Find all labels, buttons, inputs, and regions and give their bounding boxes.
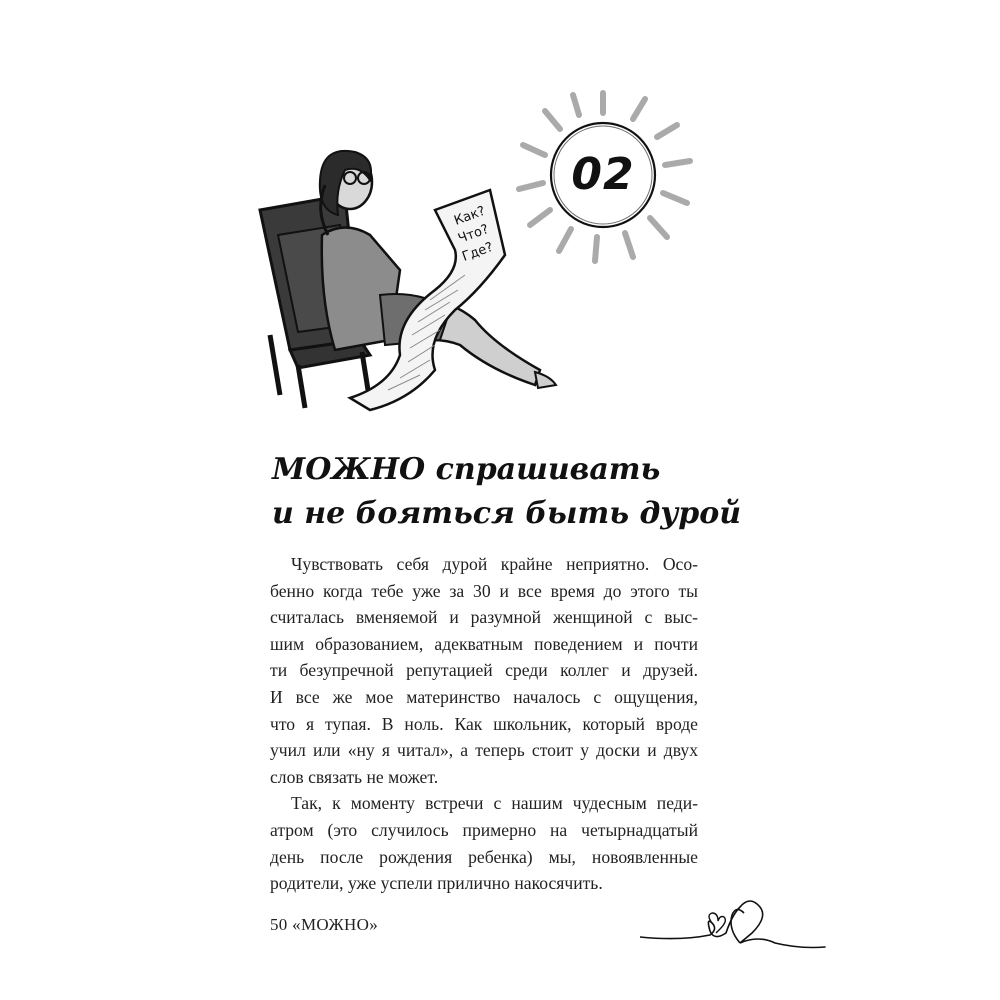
text-line: слов связать не может. bbox=[270, 766, 439, 787]
text-line: Так, к моменту встречи с нашим чудесным педи- bbox=[291, 793, 698, 814]
chapter-number: 02 bbox=[571, 149, 635, 200]
scroll-text-chto: Что? bbox=[456, 221, 491, 247]
text-line: атром (это случилось примерно на четырнадцатый bbox=[270, 819, 698, 840]
text-line: И все же мое материнство началось с ощущения, bbox=[270, 686, 698, 707]
text-line: учил или «ну я читал», а теперь стоит у доски и двух bbox=[270, 740, 698, 761]
paragraph bbox=[270, 790, 698, 896]
text-line: родители, уже успели прилично накосячить. bbox=[270, 873, 603, 894]
text-line: ти безупречной репутацией среди коллег и друзей. bbox=[270, 660, 698, 681]
chapter-title-line: МОЖНО спрашивать bbox=[272, 452, 661, 487]
text-line: бенно когда тебе уже за 30 и все время до этого ты bbox=[270, 580, 698, 601]
body-text bbox=[270, 551, 698, 897]
scroll-text-kak: Как? bbox=[452, 203, 488, 229]
heart-doodle-icon bbox=[640, 885, 830, 955]
text-line: шим образованием, адекватным поведением и почти bbox=[270, 633, 698, 654]
page-footer-label: 50 «МОЖНО» bbox=[270, 915, 379, 934]
chapter-title bbox=[272, 448, 742, 536]
scroll-text-gde: Где? bbox=[460, 239, 496, 265]
paragraph bbox=[270, 551, 698, 790]
chapter-title-line: и не бояться быть дурой bbox=[272, 496, 742, 531]
text-line: день после рождения ребенка) мы, новоявленные bbox=[270, 846, 698, 867]
text-line: считалась вменяемой и разумной женщиной с выс- bbox=[270, 607, 698, 628]
text-line: Чувствовать себя дурой крайне неприятно. Осо- bbox=[291, 554, 698, 574]
text-line: что я тупая. В ноль. Как школьник, который вроде bbox=[270, 713, 698, 734]
